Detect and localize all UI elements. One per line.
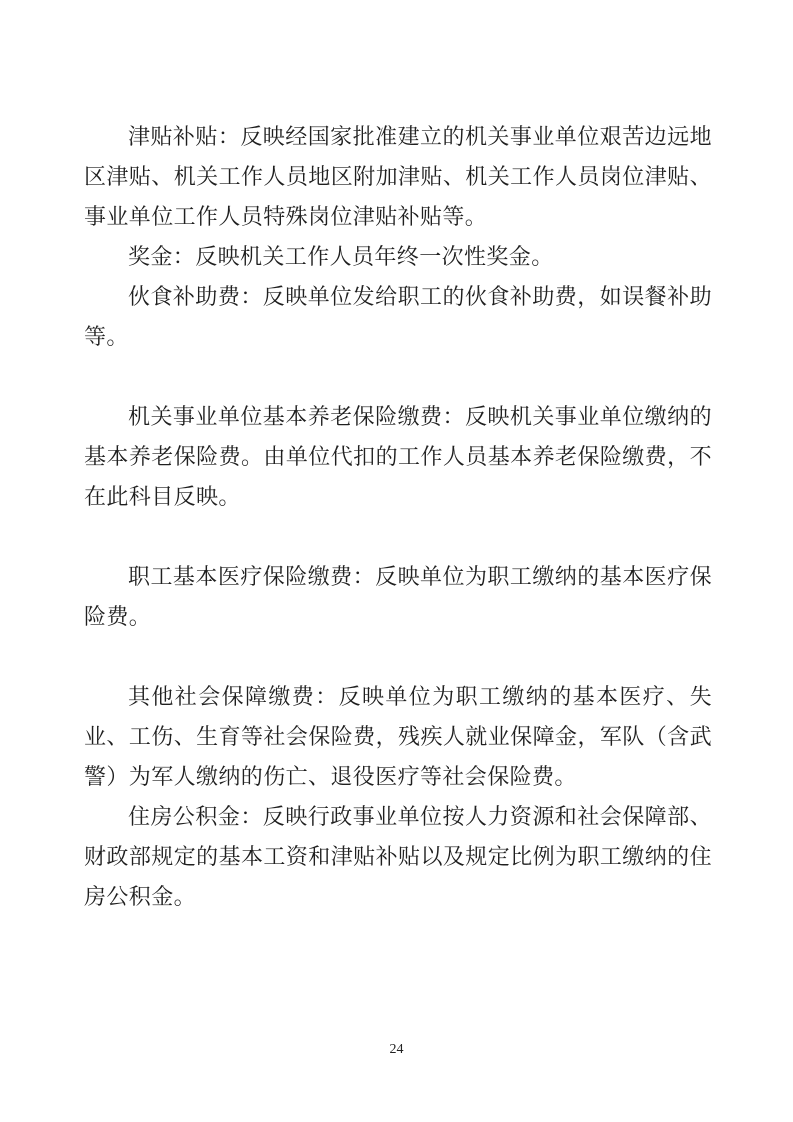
paragraph-other-social-security: 其他社会保障缴费：反映单位为职工缴纳的基本医疗、失业、工伤、生育等社会保险费，残疾人就业保障金，军队（含武警）为军人缴纳的伤亡、退役医疗等社会保险费。	[84, 685, 712, 790]
page-footer	[0, 1038, 793, 1058]
paragraph-pension-contribution: 机关事业单位基本养老保险缴费：反映机关事业单位缴纳的基本养老保险费。由单位代扣的工作人员基本养老保险缴费，不在此科目反映。	[84, 405, 712, 510]
document-body	[84, 118, 712, 918]
paragraph-bonus: 奖金：反映机关工作人员年终一次性奖金。	[128, 245, 554, 270]
paragraph-medical-insurance: 职工基本医疗保险缴费：反映单位为职工缴纳的基本医疗保险费。	[84, 565, 712, 630]
paragraph-allowance-subsidy: 津贴补贴：反映经国家批准建立的机关事业单位艰苦边远地区津贴、机关工作人员地区附加津贴、机关工作人员岗位津贴、事业单位工作人员特殊岗位津贴补贴等。	[84, 125, 712, 230]
paragraph-meal-subsidy: 伙食补助费：反映单位发给职工的伙食补助费，如误餐补助等。	[84, 285, 712, 350]
page-number: 24	[389, 1042, 404, 1057]
paragraph-housing-fund: 住房公积金：反映行政事业单位按人力资源和社会保障部、财政部规定的基本工资和津贴补贴以及规定比例为职工缴纳的住房公积金。	[84, 805, 712, 910]
